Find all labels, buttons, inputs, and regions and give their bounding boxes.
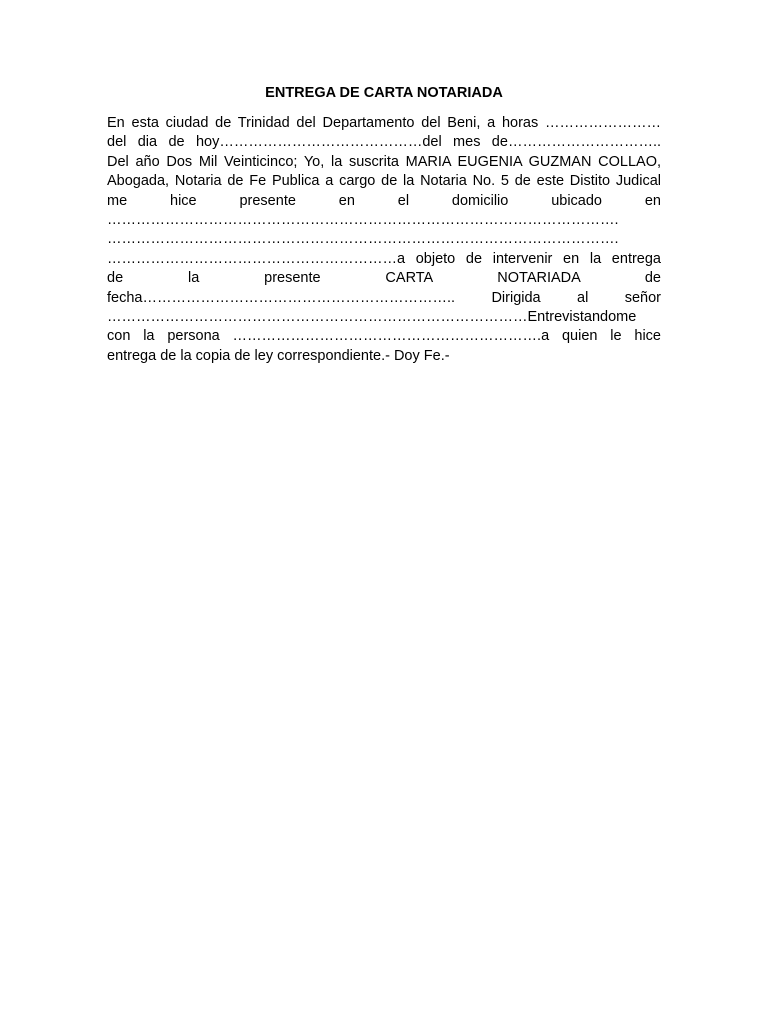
body-line-6: ……………………………………………………………………………………………. — [107, 211, 619, 228]
body-line-5: me hice presente en el domicilio ubicado en — [107, 192, 661, 209]
body-line-10: fecha……………………………………………………….. Dirigida al señor — [107, 289, 661, 306]
body-line-7: ……………………………………………………………………………………………. — [107, 231, 619, 248]
body-line-12: con la persona ……………………………………………………….a quien le hice — [107, 328, 661, 345]
body-line-1: En esta ciudad de Trinidad del Departamento del Beni, a horas …………………… — [107, 115, 661, 131]
body-line-8: ……………………………………………………a objeto de intervenir en la entrega — [107, 250, 661, 267]
body-line-13: entrega de la copia de ley correspondiente.- Doy Fe.- — [107, 347, 450, 364]
body-line-4: Abogada, Notaria de Fe Publica a cargo de la Notaria No. 5 de este Distito Judical — [107, 173, 661, 190]
body-line-3: Del año Dos Mil Veinticinco; Yo, la suscrita MARIA EUGENIA GUZMAN COLLAO, — [107, 153, 661, 170]
body-line-11: ……………………………………………………………………………Entrevistandome — [107, 308, 637, 325]
body-line-2: del dia de hoy……………………………………del mes de………………………….. — [107, 134, 661, 151]
document-body — [107, 114, 661, 366]
document-title: ENTREGA DE CARTA NOTARIADA — [265, 85, 503, 101]
body-line-9: de la presente CARTA NOTARIADA de — [107, 270, 661, 287]
